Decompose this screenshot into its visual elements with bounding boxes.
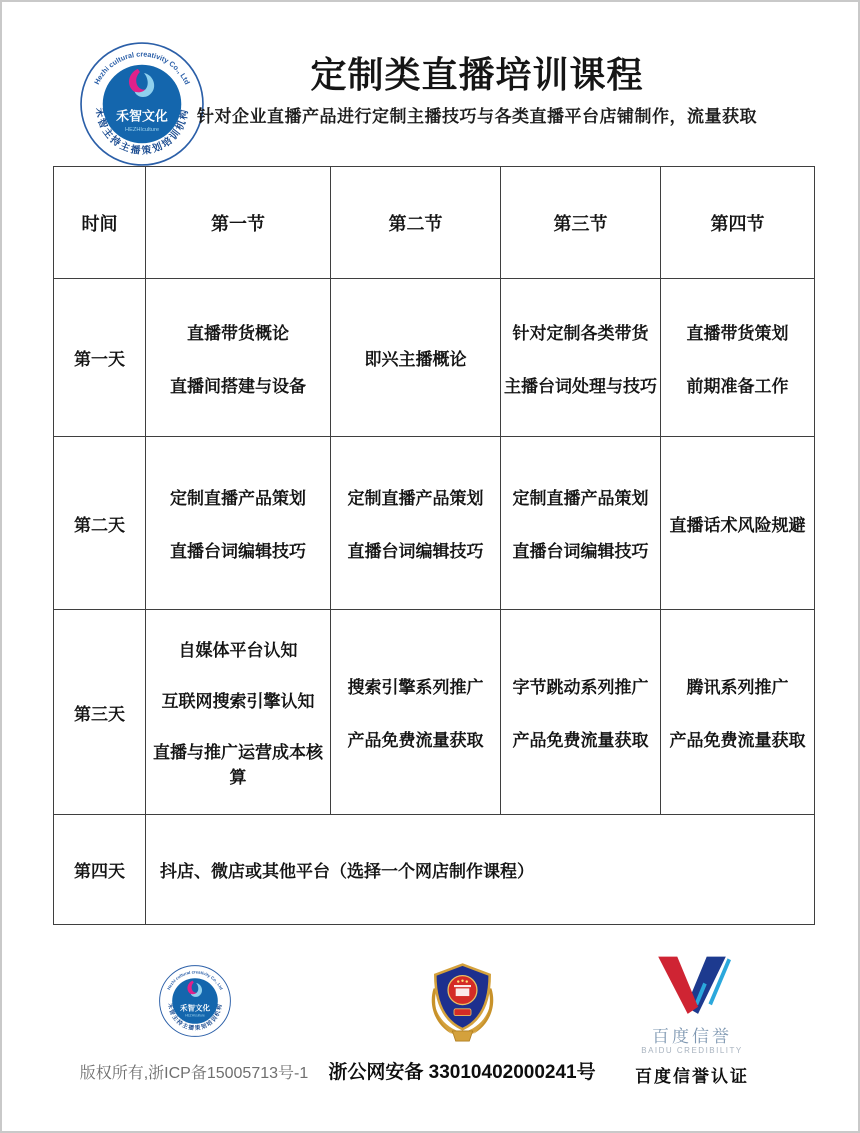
- course-line: 直播话术风险规避: [669, 515, 806, 535]
- baidu-credibility-cn: 百度信誉: [652, 1027, 732, 1046]
- header: [192, 54, 762, 127]
- course-line: 主播台词处理与技巧: [504, 376, 657, 396]
- col-header-session-4: 第四节: [661, 167, 815, 279]
- col-header-session-2: 第二节: [331, 167, 501, 279]
- table-row-day1: [54, 279, 815, 437]
- col-header-time: 时间: [54, 167, 146, 279]
- page-title: 定制类直播培训课程: [310, 54, 644, 95]
- course-line: 定制直播产品策划: [512, 489, 649, 508]
- day-label: 第二天: [54, 437, 146, 610]
- course-schedule-table: [53, 166, 815, 925]
- day-label: 第一天: [54, 279, 146, 437]
- table-row-day4: [54, 815, 815, 925]
- course-line: 自媒体平台认知: [178, 641, 298, 660]
- course-line: 定制直播产品策划: [347, 489, 484, 508]
- cell-day2-s3: [501, 437, 661, 610]
- cell-day3-s1: [146, 610, 331, 815]
- copyright-icp-text: 版权所有,浙ICP备15005713号-1: [79, 1065, 309, 1082]
- company-logo-badge: [80, 42, 204, 166]
- police-badge-icon: [420, 957, 505, 1047]
- col-header-session-3: 第三节: [501, 167, 661, 279]
- course-line: 直播台词编辑技巧: [170, 542, 306, 561]
- table-row-day3: [54, 610, 815, 815]
- baidu-credibility-en: BAIDU CREDIBILITY: [641, 1046, 743, 1055]
- cell-day4-merged: 抖店、微店或其他平台（选择一个网店制作课程）: [146, 815, 815, 925]
- cell-day3-s4: [661, 610, 815, 815]
- course-line: 搜索引擎系列推广: [347, 678, 484, 697]
- course-line: 直播台词编辑技巧: [512, 542, 649, 561]
- cell-day2-s2: [331, 437, 501, 610]
- course-line: 字节跳动系列推广: [512, 678, 649, 697]
- course-line: 直播带货概论: [187, 323, 289, 343]
- day-label: 第四天: [54, 815, 146, 925]
- table-header-row: [54, 167, 815, 279]
- police-record-number: 浙公网安备 33010402000241号: [328, 1062, 596, 1083]
- course-line: 前期准备工作: [686, 376, 789, 396]
- course-line: 腾讯系列推广: [686, 678, 789, 697]
- table-row-day2: [54, 437, 815, 610]
- cell-day3-s3: [501, 610, 661, 815]
- course-line: 直播间搭建与设备: [170, 376, 306, 396]
- baidu-credibility-icon: [653, 955, 731, 1019]
- course-line: 产品免费流量获取: [512, 731, 649, 750]
- cell-day3-s2: [331, 610, 501, 815]
- page-subtitle: 针对企业直播产品进行定制主播技巧与各类直播平台店铺制作，流量获取: [197, 107, 757, 127]
- course-line: 直播与推广运营成本核算: [153, 743, 323, 787]
- course-line: 产品免费流量获取: [669, 731, 806, 750]
- cell-day1-s1: [146, 279, 331, 437]
- course-line: 定制直播产品策划: [170, 489, 306, 508]
- course-line: 直播带货策划: [686, 323, 789, 343]
- cell-day1-s2: [331, 279, 501, 437]
- course-line: 即兴主播概论: [364, 350, 467, 369]
- cell-day1-s4: [661, 279, 815, 437]
- course-line: 直播台词编辑技巧: [347, 542, 484, 561]
- day-label: 第三天: [54, 610, 146, 815]
- cell-day2-s4: [661, 437, 815, 610]
- col-header-session-1: 第一节: [146, 167, 331, 279]
- course-line: 互联网搜索引擎认知: [161, 692, 315, 711]
- course-line: 针对定制各类带货: [512, 323, 649, 343]
- footer-company-logo-badge: [159, 965, 231, 1037]
- baidu-cert-text: 百度信誉认证: [635, 1067, 749, 1086]
- cell-day2-s1: [146, 437, 331, 610]
- course-line: 产品免费流量获取: [347, 731, 484, 750]
- cell-day1-s3: [501, 279, 661, 437]
